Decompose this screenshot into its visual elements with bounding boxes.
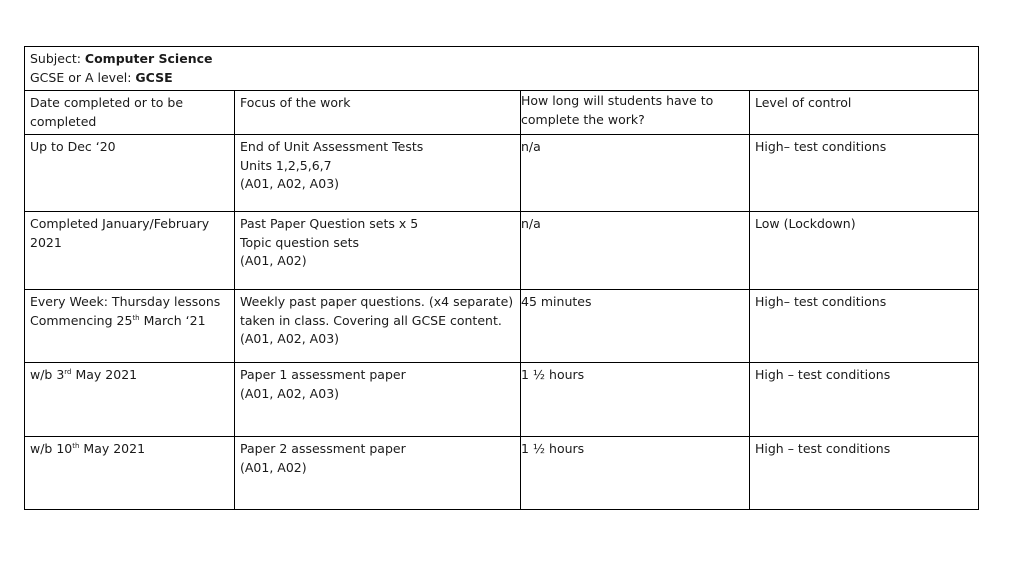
subject-cell [25, 47, 979, 91]
subject-value: Computer Science [84, 51, 213, 66]
duration-value: 1 ½ hours [521, 367, 585, 382]
control-value: High– test conditions [755, 139, 887, 154]
focus-cell [235, 212, 521, 290]
header-row [25, 91, 979, 135]
duration-cell [521, 437, 750, 510]
duration-value: n/a [521, 139, 541, 154]
focus-line: Weekly past paper questions. (x4 separate) [240, 294, 514, 309]
focus-line: Past Paper Question sets x 5 [240, 216, 419, 231]
focus-line: (A01, A02) [240, 459, 307, 475]
date-line: Commencing 25th March ‘21 [30, 312, 206, 328]
level-line: GCSE or A level: GCSE [30, 69, 173, 85]
control-value: High– test conditions [755, 294, 887, 309]
level-value: GCSE [135, 69, 173, 85]
table-row [25, 290, 979, 363]
header-focus: Focus of the work [235, 91, 521, 135]
date-line: Completed January/February [30, 216, 210, 231]
duration-cell [521, 212, 750, 290]
duration-cell [521, 363, 750, 437]
focus-cell [235, 437, 521, 510]
focus-line: (A01, A02, A03) [240, 176, 340, 191]
focus-cell [235, 290, 521, 363]
control-value: High – test conditions [755, 441, 891, 456]
date-line: w/b 10th May 2021 [30, 441, 146, 456]
header-control: Level of control [750, 91, 979, 135]
assessment-table [24, 46, 979, 510]
duration-value: 45 minutes [521, 294, 592, 309]
focus-line: (A01, A02) [240, 253, 307, 268]
date-line: 2021 [30, 234, 62, 250]
focus-line: End of Unit Assessment Tests [240, 139, 424, 154]
date-cell [25, 437, 235, 510]
data-rows [25, 135, 979, 510]
focus-line: taken in class. Covering all GCSE content. [240, 312, 502, 328]
focus-line: (A01, A02, A03) [240, 385, 340, 401]
focus-cell [235, 363, 521, 437]
table-row [25, 135, 979, 212]
duration-value: n/a [521, 216, 541, 231]
date-cell [25, 363, 235, 437]
focus-line: Topic question sets [240, 234, 360, 250]
date-cell [25, 135, 235, 212]
focus-line: Paper 1 assessment paper [240, 367, 406, 382]
table-row [25, 437, 979, 510]
date-line: Every Week: Thursday lessons [30, 294, 221, 309]
date-line: Up to Dec ‘20 [30, 139, 116, 154]
control-cell [750, 437, 979, 510]
date-cell [25, 290, 235, 363]
control-cell [750, 290, 979, 363]
control-cell [750, 135, 979, 212]
header-duration: How long will students have to complete the work? [521, 91, 750, 135]
control-cell [750, 363, 979, 437]
focus-line: (A01, A02, A03) [240, 331, 340, 346]
table-row [25, 212, 979, 290]
table-row [25, 363, 979, 437]
duration-cell [521, 290, 750, 363]
focus-line: Paper 2 assessment paper [240, 441, 406, 456]
control-value: Low (Lockdown) [755, 216, 856, 231]
subject-row [25, 47, 979, 91]
duration-value: 1 ½ hours [521, 441, 585, 456]
date-cell [25, 212, 235, 290]
header-date: Date completed or to be completed [25, 91, 235, 135]
focus-line: Units 1,2,5,6,7 [240, 157, 332, 173]
date-line: w/b 3rd May 2021 [30, 367, 138, 382]
focus-cell [235, 135, 521, 212]
subject-line: Subject: Computer Science [30, 51, 213, 66]
control-value: High – test conditions [755, 367, 891, 382]
control-cell [750, 212, 979, 290]
duration-cell [521, 135, 750, 212]
